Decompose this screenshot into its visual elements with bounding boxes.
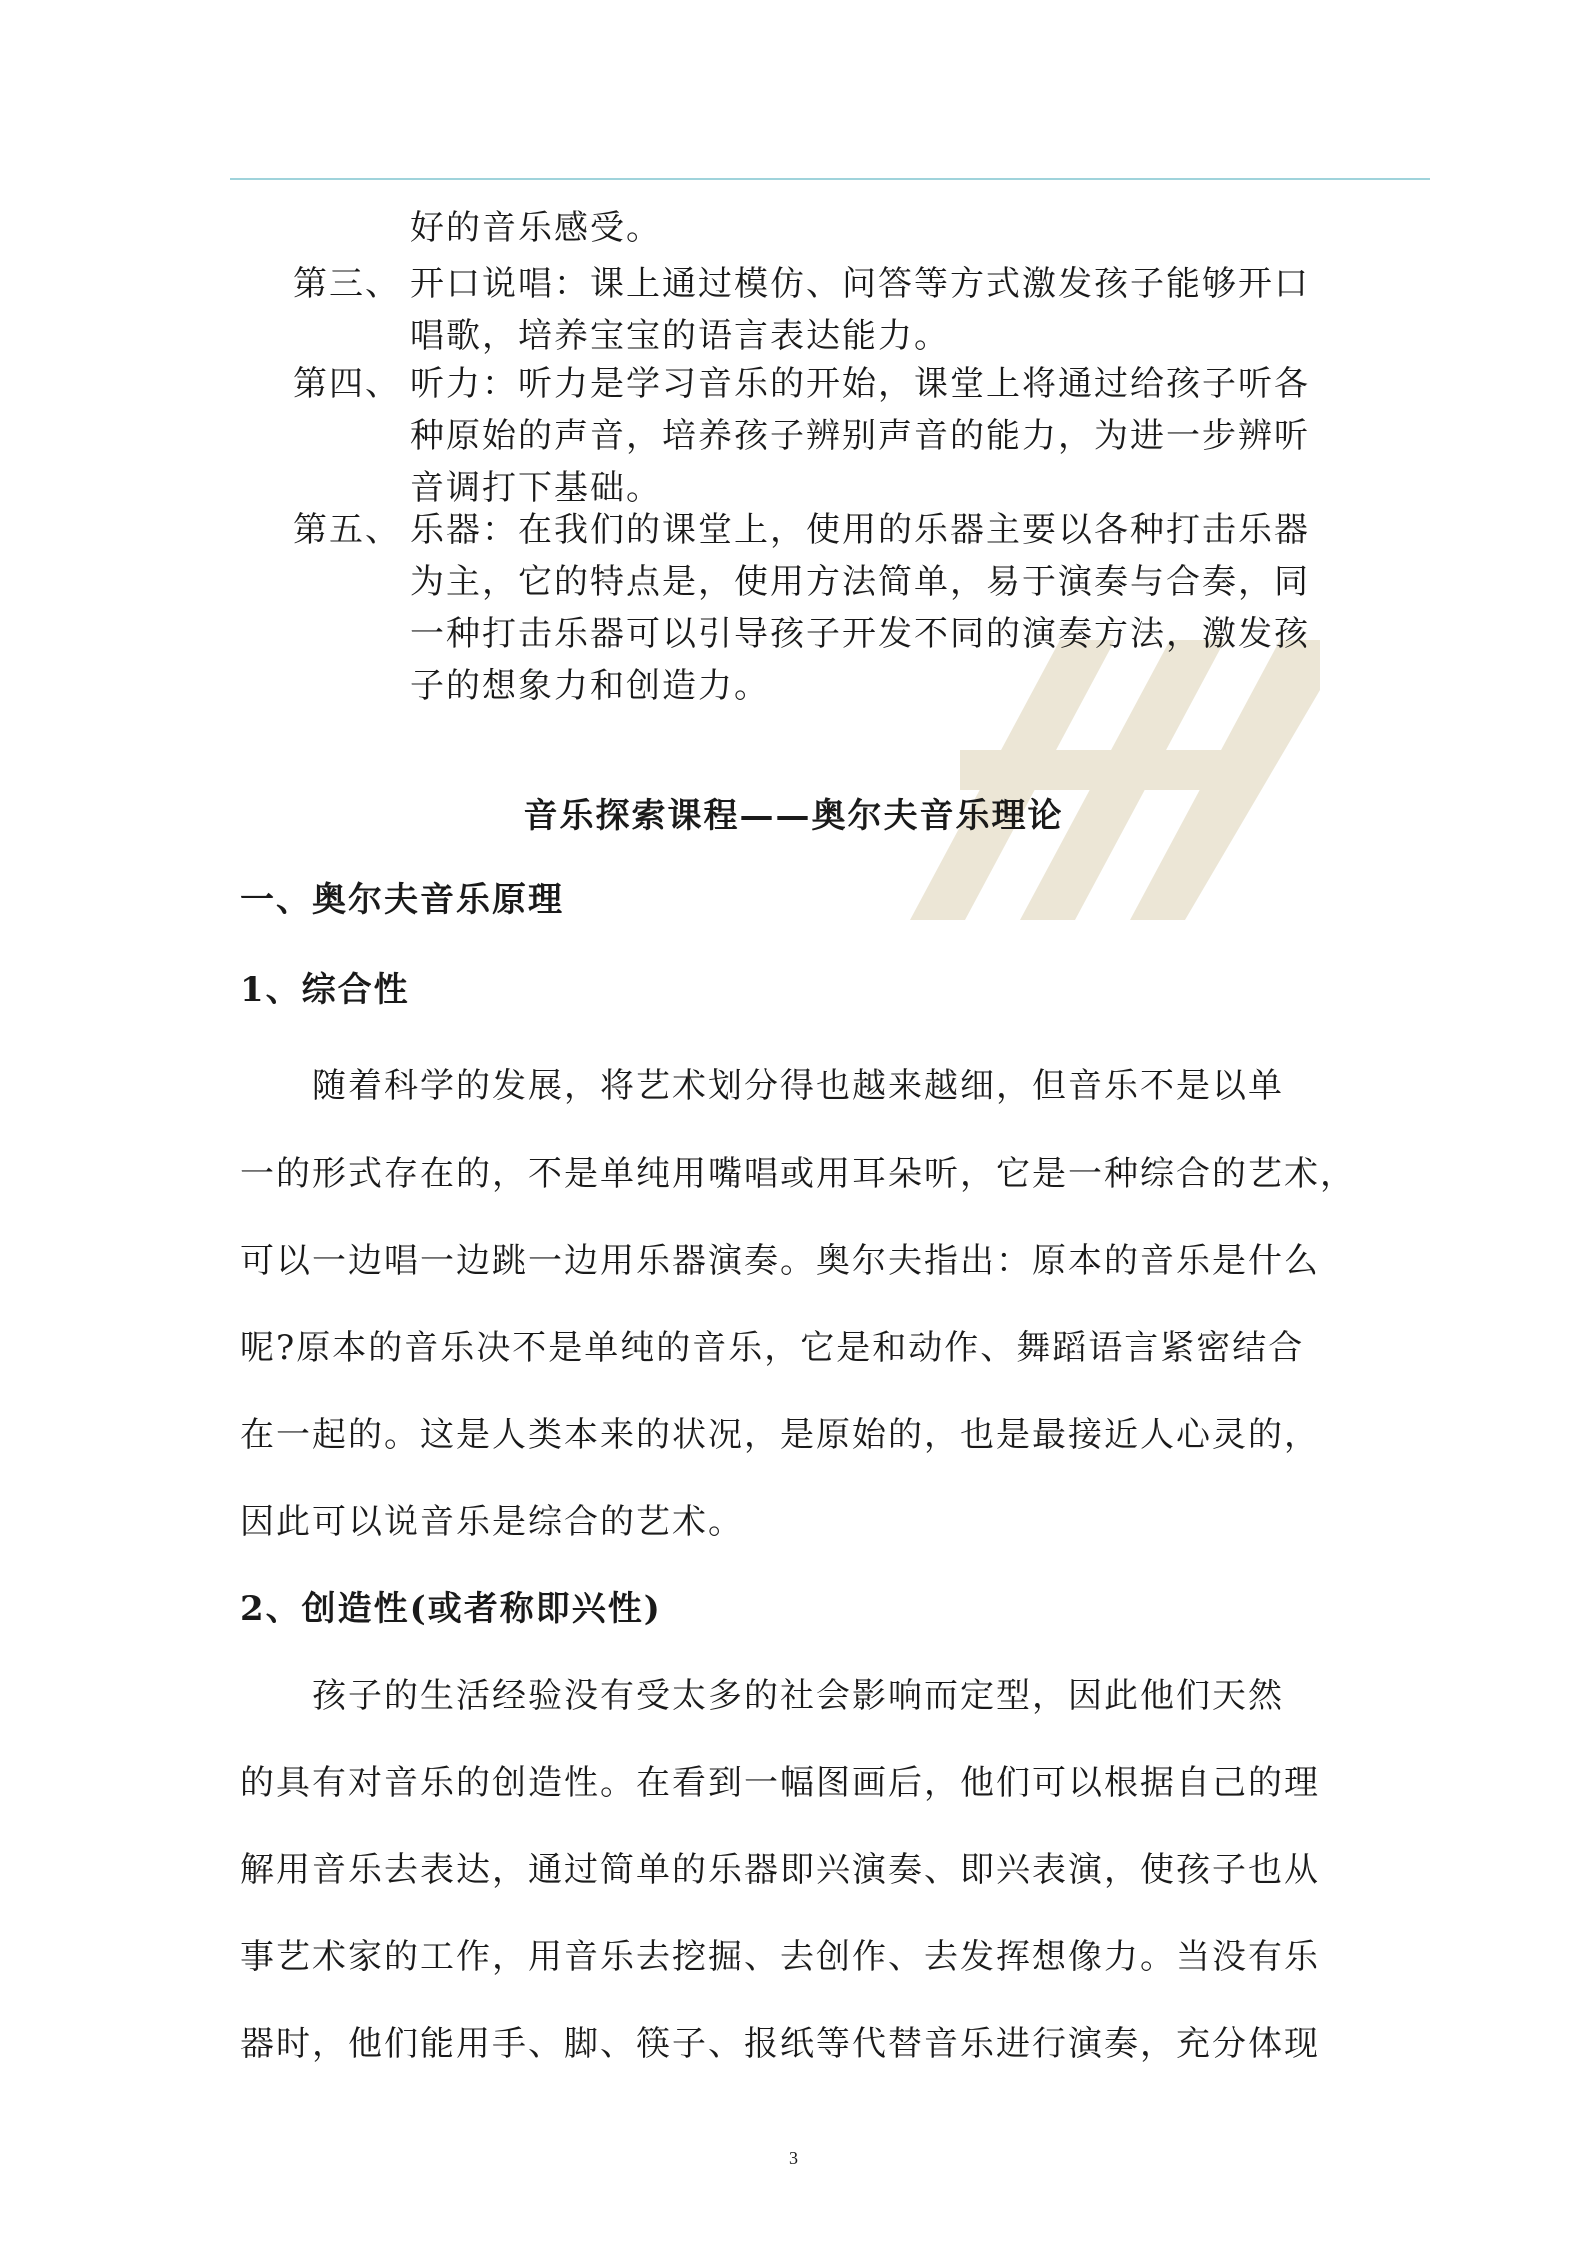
list-line: 为主，它的特点是，使用方法简单，易于演奏与合奏，同 xyxy=(410,562,1310,602)
list-line: 好的音乐感受。 xyxy=(410,208,662,248)
list-marker: 第五、 xyxy=(293,510,401,550)
subheading-comprehensive: 1、综合性 xyxy=(240,970,410,1010)
paragraph-line: 一的形式存在的，不是单纯用嘴唱或用耳朵听，它是一种综合的艺术， xyxy=(240,1154,1356,1194)
paragraph-line: 在一起的。这是人类本来的状况，是原始的，也是最接近人心灵的， xyxy=(240,1415,1320,1455)
subheading-creativity: 2、创造性(或者称即兴性) xyxy=(240,1589,662,1629)
heading-principles: 一、奥尔夫音乐原理 xyxy=(240,880,564,920)
list-line: 乐器：在我们的课堂上，使用的乐器主要以各种打击乐器 xyxy=(410,510,1310,550)
list-line: 开口说唱：课上通过模仿、问答等方式激发孩子能够开口 xyxy=(410,264,1310,304)
header-rule xyxy=(230,178,1430,180)
section-title: 音乐探索课程——奥尔夫音乐理论 xyxy=(523,796,1064,836)
list-marker: 第四、 xyxy=(293,364,401,404)
list-line: 一种打击乐器可以引导孩子开发不同的演奏方法，激发孩 xyxy=(410,614,1310,654)
watermark-logo xyxy=(900,620,1320,920)
page-number: 3 xyxy=(789,2148,798,2168)
paragraph-line: 事艺术家的工作，用音乐去挖掘、去创作、去发挥想像力。当没有乐 xyxy=(240,1937,1320,1977)
list-line: 种原始的声音，培养孩子辨别声音的能力，为进一步辨听 xyxy=(410,416,1310,456)
paragraph-line: 的具有对音乐的创造性。在看到一幅图画后，他们可以根据自己的理 xyxy=(240,1763,1320,1803)
paragraph-line: 解用音乐去表达，通过简单的乐器即兴演奏、即兴表演，使孩子也从 xyxy=(240,1850,1320,1890)
paragraph-line: 孩子的生活经验没有受太多的社会影响而定型，因此他们天然 xyxy=(240,1676,1284,1716)
list-line: 唱歌，培养宝宝的语言表达能力。 xyxy=(410,316,950,356)
list-line: 听力：听力是学习音乐的开始，课堂上将通过给孩子听各 xyxy=(410,364,1310,404)
list-marker: 第三、 xyxy=(293,264,401,304)
paragraph-line: 器时，他们能用手、脚、筷子、报纸等代替音乐进行演奏，充分体现 xyxy=(240,2024,1320,2064)
list-line: 子的想象力和创造力。 xyxy=(410,666,770,706)
paragraph-line: 可以一边唱一边跳一边用乐器演奏。奥尔夫指出：原本的音乐是什么 xyxy=(240,1241,1320,1281)
paragraph-line: 呢?原本的音乐决不是单纯的音乐，它是和动作、舞蹈语言紧密结合 xyxy=(240,1328,1305,1368)
paragraph-line: 随着科学的发展，将艺术划分得也越来越细，但音乐不是以单 xyxy=(240,1066,1284,1106)
paragraph-line: 因此可以说音乐是综合的艺术。 xyxy=(240,1502,744,1542)
list-line: 音调打下基础。 xyxy=(410,468,662,508)
